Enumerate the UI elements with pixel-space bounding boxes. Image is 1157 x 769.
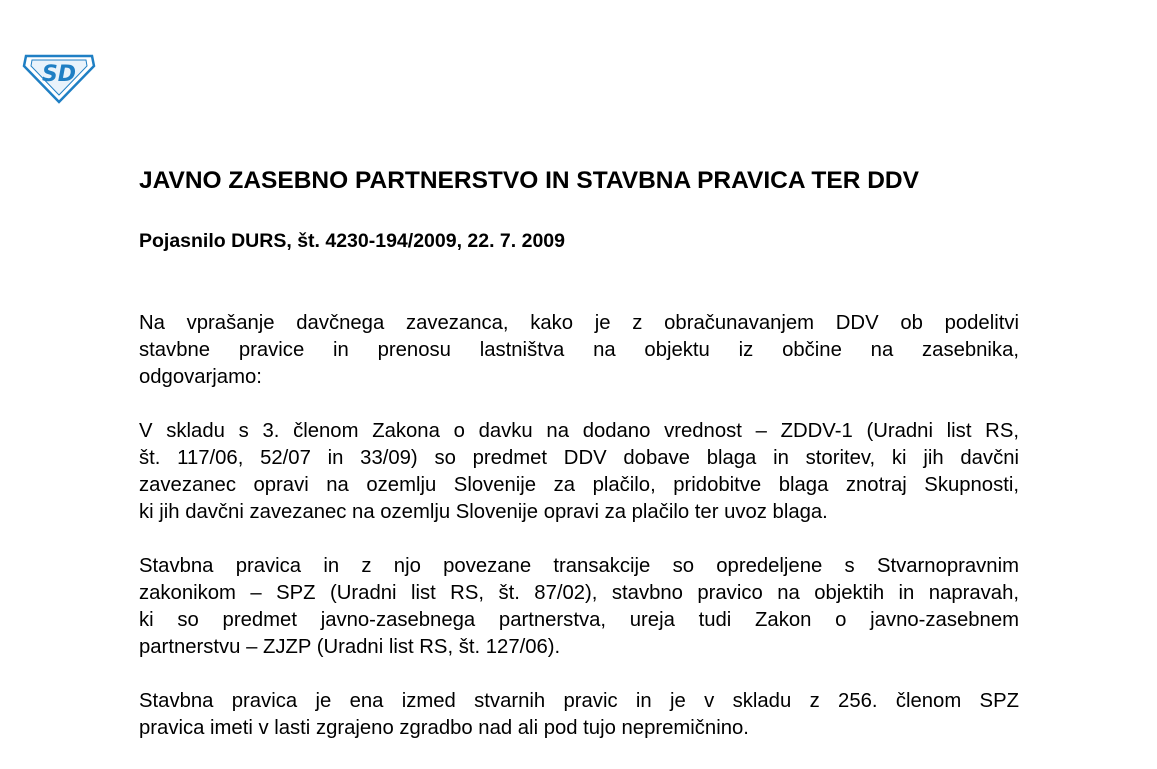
document-subtitle: Pojasnilo DURS, št. 4230-194/2009, 22. 7. 2009 xyxy=(139,230,565,252)
paragraph xyxy=(139,688,1019,742)
text-line: odgovarjamo: xyxy=(139,366,262,388)
text-line: partnerstvu – ZJZP (Uradni list RS, št. 127/06). xyxy=(139,636,561,658)
sd-diamond-logo-icon xyxy=(22,50,96,104)
text-line: Stavbna pravica je ena izmed stvarnih pravic in je v skladu z 256. členom SPZ xyxy=(139,690,1019,712)
text-line: Na vprašanje davčnega zavezanca, kako je z obračunavanjem DDV ob podelitvi xyxy=(139,312,1019,334)
paragraph xyxy=(139,418,1019,526)
paragraph xyxy=(139,553,1019,661)
text-line: Stavbna pravica in z njo povezane transakcije so opredeljene s Stvarnopravnim xyxy=(139,555,1019,577)
document-title: JAVNO ZASEBNO PARTNERSTVO IN STAVBNA PRAVICA TER DDV xyxy=(139,167,919,194)
document-body xyxy=(139,310,1019,769)
text-line: ki so predmet javno-zasebnega partnerstva, ureja tudi Zakon o javno-zasebnem xyxy=(139,609,1019,631)
text-line: zavezanec opravi na ozemlju Slovenije za plačilo, pridobitve blaga znotraj Skupnosti, xyxy=(139,474,1019,496)
text-line: stavbne pravice in prenosu lastništva na objektu iz občine na zasebnika, xyxy=(139,339,1019,361)
sd-logo xyxy=(22,50,96,104)
paragraph xyxy=(139,310,1019,391)
logo-text: SD xyxy=(41,62,77,87)
text-line: št. 117/06, 52/07 in 33/09) so predmet DDV dobave blaga in storitev, ki jih davčni xyxy=(139,447,1019,469)
text-line: pravica imeti v lasti zgrajeno zgradbo nad ali pod tujo nepremičnino. xyxy=(139,717,749,739)
text-line: V skladu s 3. členom Zakona o davku na dodano vrednost – ZDDV-1 (Uradni list RS, xyxy=(139,420,1019,442)
text-line: zakonikom – SPZ (Uradni list RS, št. 87/02), stavbno pravico na objektih in napravah, xyxy=(139,582,1019,604)
text-line: ki jih davčni zavezanec na ozemlju Slovenije opravi za plačilo ter uvoz blaga. xyxy=(139,501,828,523)
